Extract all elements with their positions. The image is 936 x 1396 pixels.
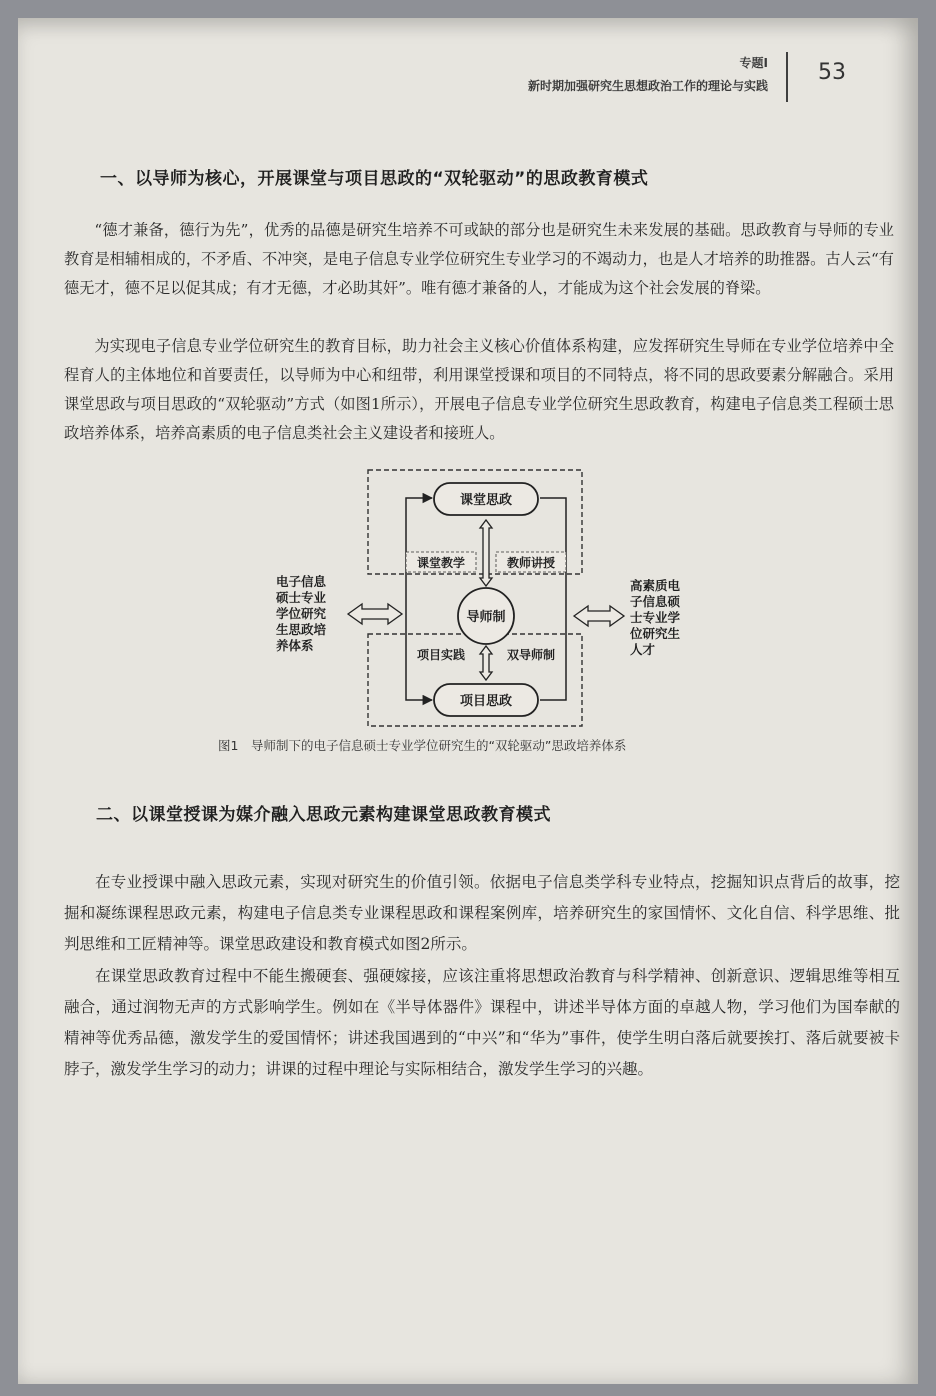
node-classroom-ideology-label: 课堂思政 [459, 493, 513, 508]
left-text-line-2: 硕士专业 [276, 590, 327, 605]
bottom-double-arrow [480, 646, 492, 680]
right-text-line-4: 位研究生 [630, 626, 681, 641]
figure1-diagram [228, 458, 681, 733]
left-text-line-1: 电子信息 [276, 574, 327, 589]
section2-heading: 二、以课堂授课为媒介融入思政元素构建课堂思政教育模式 [96, 805, 551, 825]
top-double-arrow [480, 520, 492, 586]
section2-paragraph-2: 在课堂思政教育过程中不能生搬硬套、强硬嫁接，应该注重将思想政治教育与科学精神、创新意识、逻辑思维等相互融合，通过润物无声的方式影响学生。例如在《半导体器件》课程中，讲述半导体方面的卓越人物，学习他们为国奉献的精神等优秀品德，激发学生的爱国情怀；讲述我国遇到的“中兴”和“华为”事件，使学生明白落后就要挨打、落后就要被卡脖子，激发学生学习的动力；讲课的过程中理论与实际相结合，激发学生学习的兴趣。 [64, 967, 900, 1078]
header-divider [786, 52, 788, 102]
section1-paragraph-1: “德才兼备，德行为先”，优秀的品德是研究生培养不可或缺的部分也是研究生未来发展的基础。思政教育与导师的专业教育是相辅相成的，不矛盾、不冲突，是电子信息专业学位研究生专业学习的不竭动力，也是人才培养的助推器。古人云“有德无才，德不足以促其成；有才无德，才必助其奸”。唯有德才兼备的人，才能成为这个社会发展的脊梁。 [64, 221, 894, 297]
section2-paragraph-1: 在专业授课中融入思政元素，实现对研究生的价值引领。依据电子信息类学科专业特点，挖掘知识点背后的故事，挖掘和凝练课程思政元素，构建电子信息类专业课程思政和课程案例库，培养研究生的家国情怀、文化自信、科学思维、批判思维和工匠精神等。课堂思政建设和教育模式如图2所示。 [64, 873, 900, 953]
right-text-line-3: 士专业学 [630, 610, 681, 625]
right-text-line-1: 高素质电 [630, 578, 681, 593]
page-number: 53 [818, 60, 846, 85]
right-hollow-arrow [574, 606, 624, 626]
label-dual-mentor: 双导师制 [506, 648, 556, 662]
left-text-line-5: 养体系 [276, 638, 314, 653]
figure1-caption: 图1 导师制下的电子信息硕士专业学位研究生的“双轮驱动”思政培养体系 [218, 738, 627, 753]
left-hollow-arrow [348, 604, 402, 624]
label-project-practice: 项目实践 [416, 648, 466, 662]
left-text-line-3: 学位研究 [276, 606, 327, 621]
node-mentor-system-label: 导师制 [466, 610, 506, 625]
section1-heading: 一、以导师为核心，开展课堂与项目思政的“双轮驱动”的思政教育模式 [100, 169, 649, 189]
book-page [18, 18, 918, 1384]
label-class-teaching: 课堂教学 [416, 556, 466, 570]
header-topic: 专题Ⅰ [739, 56, 768, 70]
label-teacher-lecture: 教师讲授 [506, 556, 556, 570]
right-text-line-5: 人才 [630, 642, 656, 657]
left-text-line-4: 生思政培 [276, 622, 327, 637]
right-text-line-2: 子信息硕 [630, 594, 681, 609]
running-header [528, 54, 768, 94]
header-series-title: 新时期加强研究生思想政治工作的理论与实践 [527, 79, 768, 93]
node-project-ideology-label: 项目思政 [459, 694, 513, 709]
section1-paragraph-2: 为实现电子信息专业学位研究生的教育目标，助力社会主义核心价值体系构建，应发挥研究生导师在专业学位培养中全程育人的主体地位和首要责任，以导师为中心和纽带，利用课堂授课和项目的不同特点，将不同的思政要素分解融合。采用课堂思政与项目思政的“双轮驱动”方式（如图1所示），开展电子信息专业学位研究生思政教育，构建电子信息类工程硕士思政培养体系，培养高素质的电子信息类社会主义建设者和接班人。 [64, 337, 894, 442]
